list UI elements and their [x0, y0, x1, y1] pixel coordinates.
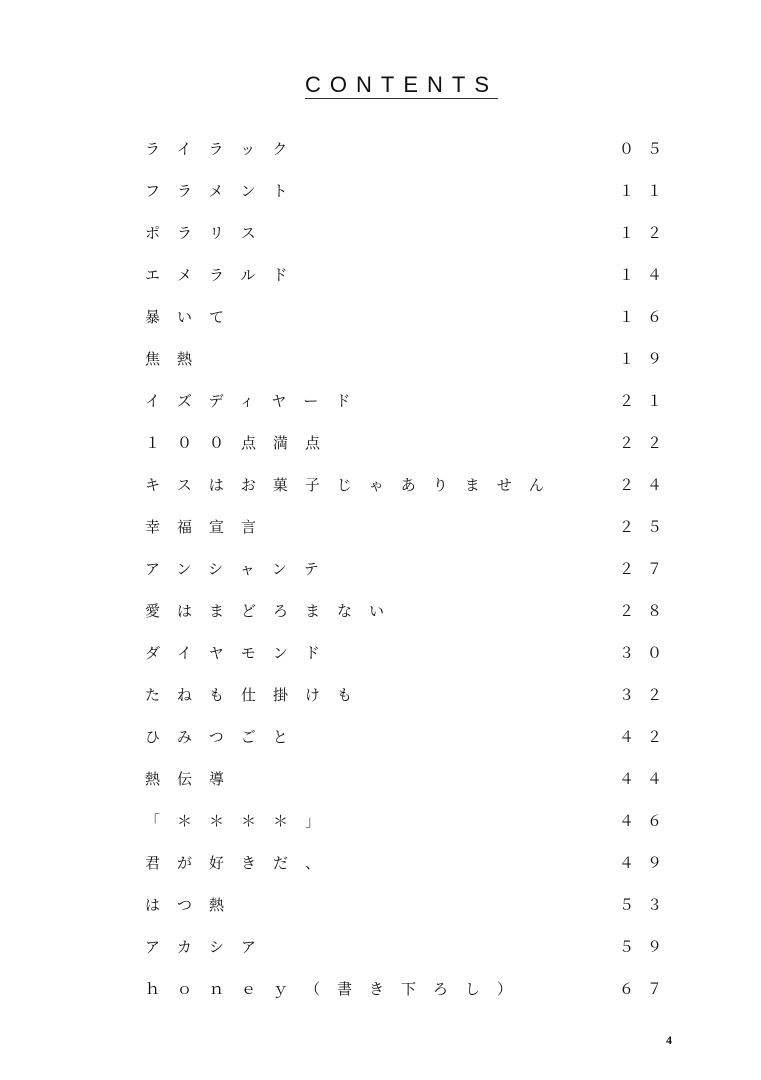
- toc-entry-page: ３２: [618, 686, 675, 704]
- toc-entry-title: 暴いて: [145, 308, 242, 326]
- toc-entry-page: ２１: [618, 392, 675, 410]
- toc-entry: [140, 884, 675, 926]
- toc-entry: [140, 590, 675, 632]
- toc-entry-title: キスはお菓子じゃありません: [145, 476, 561, 494]
- toc-entry-page: ２２: [618, 434, 675, 452]
- contents-heading: [0, 72, 761, 98]
- toc-entry-title: イズディヤード: [145, 392, 368, 410]
- toc-entry-title: はつ熱: [145, 896, 242, 914]
- table-of-contents: [140, 128, 675, 1010]
- toc-entry-page: １２: [618, 224, 675, 242]
- toc-entry: [140, 380, 675, 422]
- toc-entry: [140, 338, 675, 380]
- toc-entry-page: ４４: [618, 770, 675, 788]
- toc-entry-page: １９: [618, 350, 675, 368]
- toc-entry: [140, 506, 675, 548]
- toc-entry-page: ４２: [618, 728, 675, 746]
- toc-entry-page: １６: [618, 308, 675, 326]
- toc-entry-page: ０５: [618, 140, 675, 158]
- toc-entry-page: ６７: [618, 980, 675, 998]
- toc-entry: [140, 968, 675, 1010]
- toc-entry: [140, 422, 675, 464]
- toc-entry-page: ２４: [618, 476, 675, 494]
- toc-entry-title: ダイヤモンド: [145, 644, 337, 662]
- toc-entry: [140, 254, 675, 296]
- toc-entry-title: 君が好きだ、: [145, 854, 338, 872]
- toc-entry-title: ライラック: [145, 140, 305, 158]
- toc-entry: [140, 212, 675, 254]
- toc-entry-title: 「＊＊＊＊」: [145, 812, 338, 830]
- toc-entry-title: アンシャンテ: [145, 560, 336, 578]
- toc-entry: [140, 170, 675, 212]
- toc-entry-page: ３０: [618, 644, 675, 662]
- toc-entry-page: ５３: [618, 896, 675, 914]
- toc-entry: [140, 548, 675, 590]
- toc-entry: [140, 674, 675, 716]
- toc-entry-title: たねも仕掛けも: [145, 686, 370, 704]
- toc-entry: [140, 758, 675, 800]
- toc-entry-page: １４: [618, 266, 675, 284]
- toc-entry-title: アカシア: [145, 938, 273, 956]
- toc-entry-title: エメラルド: [145, 266, 305, 284]
- toc-entry-title: １００点満点: [145, 434, 338, 452]
- toc-entry-page: １１: [618, 182, 675, 200]
- toc-entry-page: ５９: [618, 938, 675, 956]
- toc-entry-page: ４６: [618, 812, 675, 830]
- toc-entry: [140, 128, 675, 170]
- toc-entry-page: ２７: [618, 560, 675, 578]
- toc-entry-title: 熱伝導: [145, 770, 242, 788]
- page-number: 4: [666, 1033, 672, 1047]
- toc-entry-page: ２８: [618, 602, 675, 620]
- toc-entry-title: 焦熱: [145, 350, 210, 368]
- toc-entry: [140, 926, 675, 968]
- toc-entry-title: ポラリス: [145, 224, 273, 242]
- toc-entry: [140, 800, 675, 842]
- toc-entry-title: フラメント: [145, 182, 305, 200]
- toc-entry-page: ２５: [618, 518, 675, 536]
- toc-entry: [140, 716, 675, 758]
- toc-entry-title: ｈｏｎｅｙ（書き下ろし）: [145, 980, 530, 998]
- toc-entry-title: 愛はまどろまない: [145, 602, 402, 620]
- toc-entry: [140, 632, 675, 674]
- contents-heading-text: CONTENTS: [305, 72, 498, 97]
- toc-entry: [140, 296, 675, 338]
- toc-entry: [140, 464, 675, 506]
- toc-entry-page: ４９: [618, 854, 675, 872]
- toc-entry-title: ひみつごと: [145, 728, 305, 746]
- toc-entry: [140, 842, 675, 884]
- toc-entry-title: 幸福宣言: [145, 518, 274, 536]
